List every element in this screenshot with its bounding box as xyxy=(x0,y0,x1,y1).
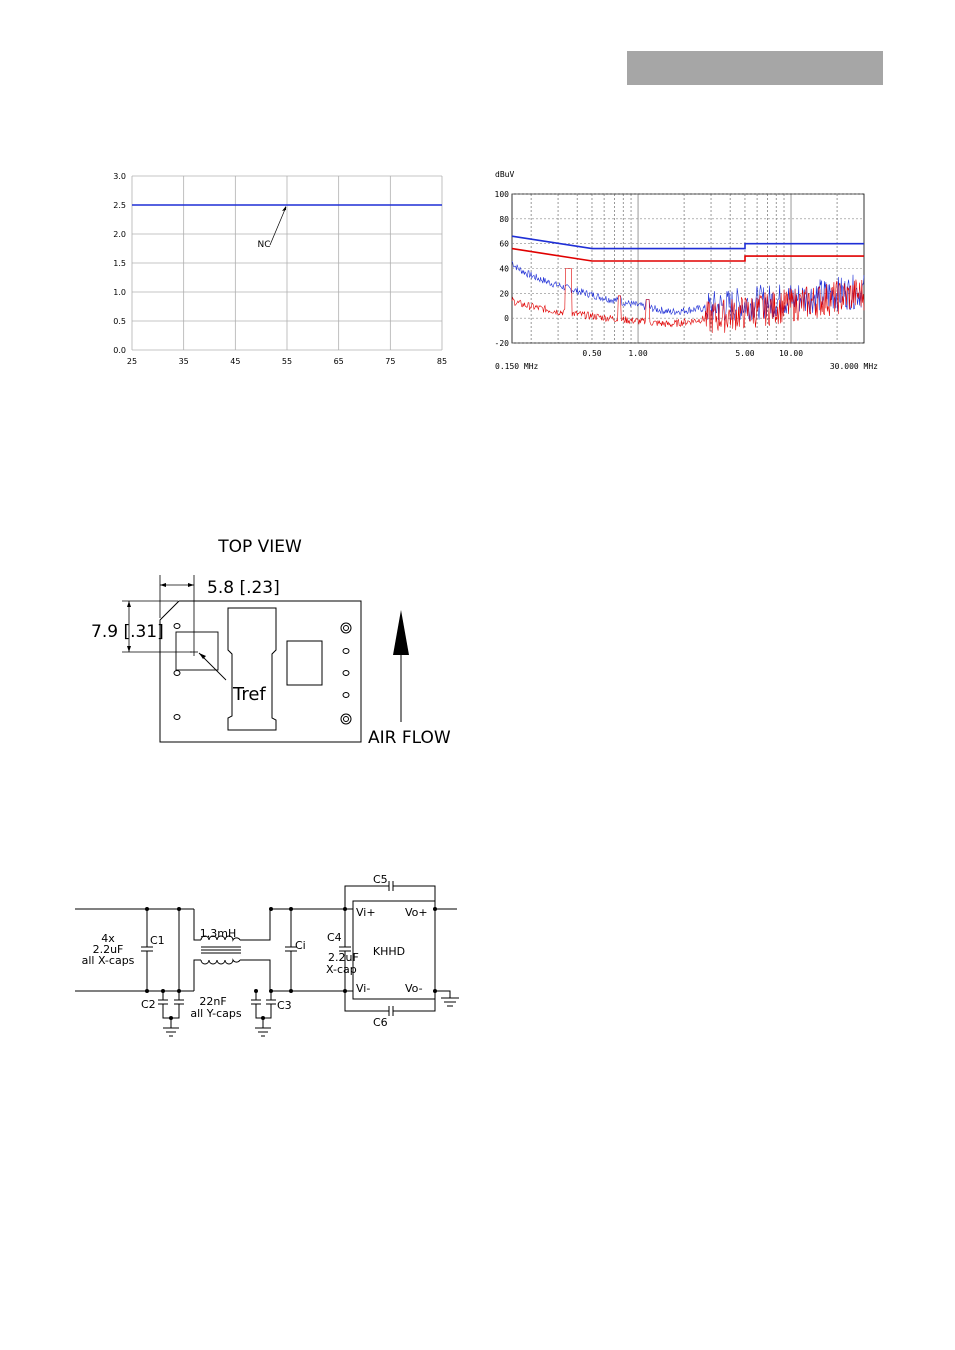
derating-y-tick: 1.5 xyxy=(113,259,126,268)
tref-label: Tref xyxy=(233,684,266,705)
derating-y-tick: 0.0 xyxy=(113,346,126,355)
derating-x-tick: 75 xyxy=(385,357,396,366)
c3-label: C3 xyxy=(277,999,292,1012)
airflow-arrow-head xyxy=(393,610,409,655)
caps-x-line1: 4x xyxy=(101,932,115,945)
emi-limit-line xyxy=(512,236,864,248)
nc-leader-arrow xyxy=(282,206,286,211)
derating-x-tick: 55 xyxy=(281,357,293,366)
derating-x-tick: 35 xyxy=(178,357,189,366)
derating-x-tick: 45 xyxy=(230,357,241,366)
nc-label: NC xyxy=(257,240,271,250)
emi-limit-line xyxy=(512,249,864,261)
airflow-label: AIR FLOW xyxy=(368,728,451,748)
emi-noise-trace xyxy=(512,269,864,334)
emi-x-tick: 0.150 MHz xyxy=(495,362,539,371)
emi-x-tick: 30.000 MHz xyxy=(829,362,878,371)
emi-y-tick: 40 xyxy=(499,264,509,274)
emi-noise xyxy=(512,261,864,333)
emi-x-tick: 5.00 xyxy=(735,349,755,358)
emi-filter-schematic xyxy=(75,868,475,1048)
derating-x-tick: 85 xyxy=(436,357,448,366)
emi-x-tick: 0.50 xyxy=(582,349,602,358)
vi-minus-label: Vi- xyxy=(356,982,371,995)
emi-noise-trace xyxy=(512,261,864,321)
dim-y-label: 7.9 [.31] xyxy=(91,622,164,642)
emi-x-ticks xyxy=(495,349,878,371)
derating-x-ticks xyxy=(127,357,447,366)
dim-x-label: 5.8 [.23] xyxy=(207,578,280,598)
emi-limit-lines xyxy=(512,236,864,261)
emi-y-tick: 20 xyxy=(499,289,509,299)
emi-y-label: dBuV xyxy=(495,170,515,179)
derating-grid xyxy=(132,176,442,350)
derating-x-tick: 65 xyxy=(333,357,344,366)
c1-label: C1 xyxy=(150,934,165,947)
vi-plus-label: Vi+ xyxy=(356,906,376,919)
derating-y-ticks xyxy=(113,172,126,355)
c4-value-line2: X-cap xyxy=(326,963,357,976)
board-outline xyxy=(160,601,361,742)
top-view-title: TOP VIEW xyxy=(218,537,302,557)
derating-y-tick: 2.5 xyxy=(113,201,126,210)
caps-x-line2: 2.2uF xyxy=(92,943,124,956)
derating-y-tick: 0.5 xyxy=(113,317,126,326)
ci-label: Ci xyxy=(295,939,306,952)
emi-y-tick: -20 xyxy=(494,339,509,348)
vo-plus-label: Vo+ xyxy=(405,906,428,919)
emi-chart xyxy=(490,165,880,375)
c4-label: C4 xyxy=(327,931,342,944)
emi-y-tick: 80 xyxy=(499,214,509,224)
emi-x-tick: 1.00 xyxy=(628,349,648,358)
nc-leader-line xyxy=(270,207,286,245)
derating-x-tick: 25 xyxy=(126,357,138,366)
derating-y-tick: 1.0 xyxy=(113,288,126,297)
emi-y-tick: 60 xyxy=(499,239,509,249)
inductor-label: 1.3mH xyxy=(199,927,237,940)
c2-label: C2 xyxy=(141,998,156,1011)
derating-chart xyxy=(100,165,460,375)
derating-y-tick: 2.0 xyxy=(113,230,126,239)
module-label: KHHD xyxy=(372,945,406,958)
emi-y-tick: 100 xyxy=(494,190,509,199)
emi-y-tick: 0 xyxy=(504,314,509,324)
c6-label: C6 xyxy=(373,1016,388,1029)
c4-value-line1: 2.2uF xyxy=(328,951,359,964)
header-bar xyxy=(627,51,883,85)
c5-label: C5 xyxy=(373,873,388,886)
vo-minus-label: Vo- xyxy=(405,982,423,995)
derating-y-tick: 3.0 xyxy=(113,172,126,181)
caps-y-line2: all Y-caps xyxy=(190,1007,242,1020)
emi-x-tick: 10.00 xyxy=(778,349,804,358)
caps-x-line3: all X-caps xyxy=(81,954,135,967)
emi-y-ticks xyxy=(495,190,510,348)
top-view-drawing xyxy=(80,530,480,755)
caps-y-line1: 22nF xyxy=(199,995,227,1008)
